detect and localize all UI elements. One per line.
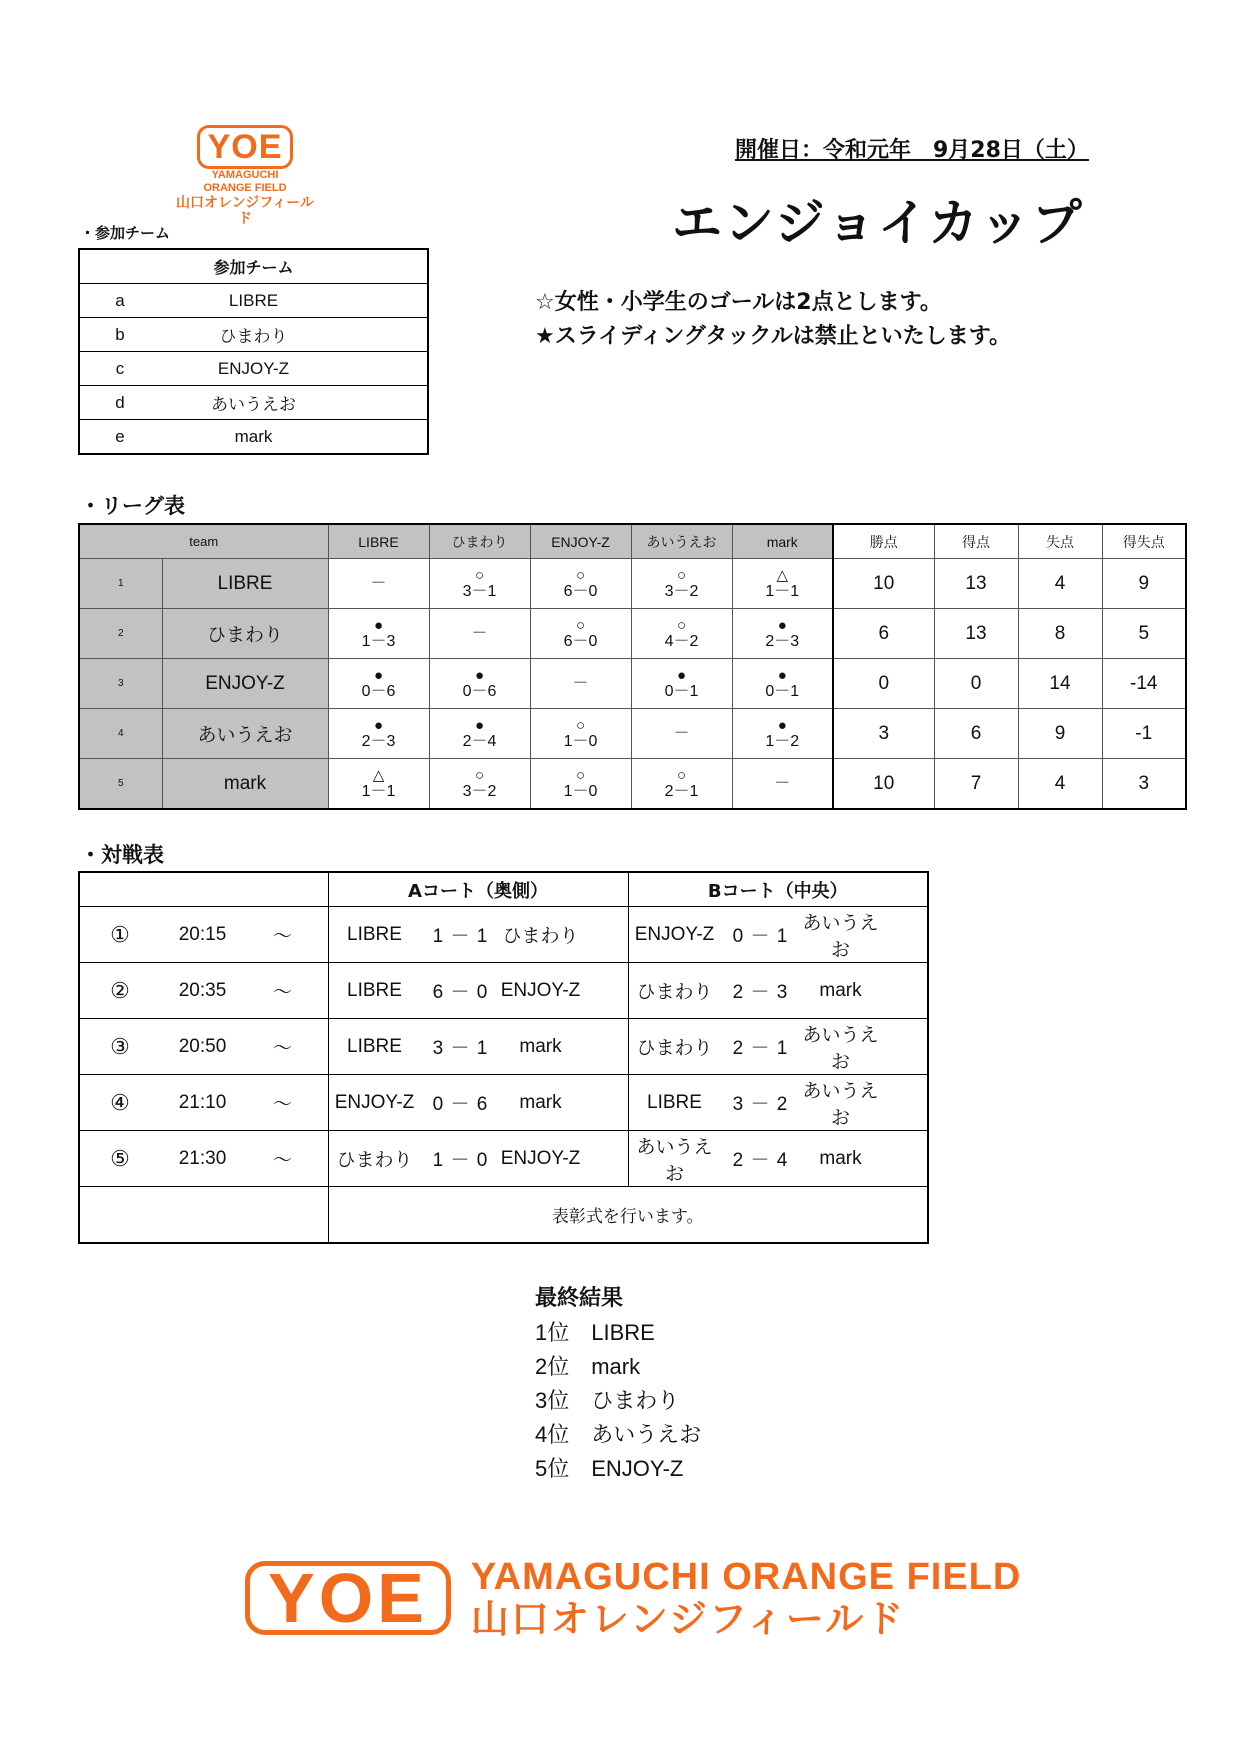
result-symbol: △ <box>372 766 385 784</box>
team-name: ひまわり <box>162 609 328 659</box>
match-result <box>631 559 732 609</box>
stat-goal-diff: 5 <box>1102 609 1186 659</box>
result-score: 3－2 <box>462 782 497 800</box>
stat-goal-diff: -1 <box>1102 709 1186 759</box>
stat-goals-against: 8 <box>1018 609 1102 659</box>
match-result <box>530 709 631 759</box>
match-result <box>732 609 833 659</box>
time-tilde: ～ <box>272 1150 292 1171</box>
teams-table <box>78 248 429 455</box>
footer-logo-badge: YOE <box>245 1561 451 1635</box>
home-team: LIBRE <box>347 923 402 945</box>
match-score: 2 － 1 <box>732 1038 789 1059</box>
match-score: 2 － 3 <box>732 982 789 1003</box>
match-result <box>631 709 732 759</box>
league-col-header: mark <box>732 524 833 559</box>
stat-goals-for: 13 <box>934 609 1018 659</box>
home-team: ひまわり <box>636 982 713 1003</box>
result-score: 2－4 <box>462 732 497 750</box>
stat-goal-diff: -14 <box>1102 659 1186 709</box>
match-result <box>429 759 530 810</box>
event-date: 開催日：令和元年 9月28日（土） <box>735 138 1089 163</box>
match-result <box>429 709 530 759</box>
team-name: ENJOY-Z <box>160 352 428 386</box>
team-key: b <box>79 318 160 352</box>
match-result <box>530 759 631 810</box>
league-col-header: LIBRE <box>328 524 429 559</box>
home-team: ENJOY-Z <box>334 1091 415 1113</box>
result-symbol: ● <box>777 616 787 634</box>
team-name: ひまわり <box>160 318 428 352</box>
away-team: あいうえお <box>802 1080 879 1129</box>
match-number: ② <box>110 977 130 1003</box>
league-row <box>79 559 1186 609</box>
rule-note: ★スライディングタックルは禁止といたします。 <box>535 324 1012 349</box>
stat-goals-against: 9 <box>1018 709 1102 759</box>
match-result <box>328 709 429 759</box>
court-a-header: Aコート（奥側） <box>328 872 628 907</box>
team-name: LIBRE <box>162 559 328 609</box>
match-result <box>732 759 833 810</box>
match-result <box>530 659 631 709</box>
result-score: 0－6 <box>361 682 396 700</box>
match-row <box>79 1075 928 1131</box>
match-number: ④ <box>110 1089 130 1115</box>
team-row <box>79 352 428 386</box>
result-score: 3－2 <box>664 582 699 600</box>
stat-goals-against: 4 <box>1018 759 1102 810</box>
stat-goals-for: 6 <box>934 709 1018 759</box>
team-key: e <box>79 420 160 455</box>
match-result <box>732 659 833 709</box>
league-team-header: team <box>79 524 328 559</box>
final-rank: 3位 ひまわり <box>535 1388 680 1413</box>
league-row <box>79 609 1186 659</box>
final-rank: 4位 あいうえお <box>535 1422 702 1447</box>
result-symbol: ● <box>777 716 787 734</box>
stat-goal-diff: 9 <box>1102 559 1186 609</box>
final-results-heading: 最終結果 <box>535 1286 624 1311</box>
stat-points: 6 <box>833 609 934 659</box>
final-rank: 2位 mark <box>535 1354 641 1379</box>
stat-goals-for: 13 <box>934 559 1018 609</box>
match-score: 1 － 1 <box>432 926 489 947</box>
result-symbol: ○ <box>676 616 687 634</box>
match-result <box>732 559 833 609</box>
match-result <box>429 659 530 709</box>
team-name: LIBRE <box>160 284 428 318</box>
league-col-header: ENJOY-Z <box>530 524 631 559</box>
home-team: ひまわり <box>636 1038 713 1059</box>
match-score: 6 － 0 <box>432 982 489 1003</box>
stat-goals-against: 4 <box>1018 559 1102 609</box>
match-number: ① <box>110 921 130 947</box>
page-title: エンジョイカップ <box>672 194 1084 252</box>
team-name: あいうえお <box>160 386 428 420</box>
stat-points: 0 <box>833 659 934 709</box>
team-row <box>79 284 428 318</box>
stat-goal-diff: 3 <box>1102 759 1186 810</box>
away-team: ひまわり <box>502 926 579 947</box>
yoe-logo-small <box>170 125 320 227</box>
match-score: 0 － 6 <box>432 1094 489 1115</box>
logo-line-2: ORANGE FIELD <box>203 182 287 194</box>
home-team: ひまわり <box>336 1150 413 1171</box>
team-number: 3 <box>79 659 162 709</box>
result-symbol: ○ <box>474 766 485 784</box>
result-symbol: ○ <box>676 766 687 784</box>
team-name: mark <box>160 420 428 455</box>
team-number: 2 <box>79 609 162 659</box>
result-score: － <box>572 675 589 692</box>
schedule-table <box>78 871 929 1244</box>
match-result <box>328 609 429 659</box>
team-row <box>79 386 428 420</box>
team-row <box>79 420 428 455</box>
logo-line-1: YAMAGUCHI <box>211 169 279 181</box>
result-symbol: ● <box>474 716 485 734</box>
schedule-section-label: ・対戦表 <box>80 843 164 867</box>
result-symbol: ○ <box>474 566 485 584</box>
result-score: 6－0 <box>563 632 598 650</box>
match-score: 3 － 2 <box>732 1094 789 1115</box>
result-symbol: ○ <box>575 766 586 784</box>
league-col-header: ひまわり <box>429 524 530 559</box>
match-row <box>79 1131 928 1187</box>
league-col-header: あいうえお <box>631 524 732 559</box>
team-key: d <box>79 386 160 420</box>
court-b-header: Bコート（中央） <box>628 872 928 907</box>
teams-section-label: ・参加チーム <box>80 224 171 242</box>
logo-badge: YOE <box>197 125 294 169</box>
team-row <box>79 318 428 352</box>
result-symbol: ○ <box>575 566 586 584</box>
match-result <box>328 559 429 609</box>
away-team: mark <box>519 1035 562 1057</box>
match-result <box>631 609 732 659</box>
rules-notes <box>535 286 1011 354</box>
away-team: mark <box>519 1091 562 1113</box>
result-score: 3－1 <box>462 582 497 600</box>
final-rank: 1位 LIBRE <box>535 1320 655 1345</box>
result-score: 1－0 <box>563 732 598 750</box>
result-score: 2－3 <box>765 632 800 650</box>
logo-line-3: 山口オレンジフィールド <box>176 195 314 227</box>
match-score: 0 － 1 <box>732 926 789 947</box>
stat-goals-for: 0 <box>934 659 1018 709</box>
match-number: ③ <box>110 1033 130 1059</box>
result-score: 4－2 <box>664 632 699 650</box>
team-name: mark <box>162 759 328 810</box>
team-key: a <box>79 284 160 318</box>
match-time: 20:35 <box>178 979 227 1001</box>
time-tilde: ～ <box>272 982 292 1003</box>
time-tilde: ～ <box>272 1094 292 1115</box>
stat-header: 失点 <box>1018 524 1102 559</box>
result-score: 2－1 <box>664 782 699 800</box>
match-number: ⑤ <box>110 1145 130 1171</box>
away-team: あいうえお <box>802 912 879 961</box>
stat-header: 勝点 <box>833 524 934 559</box>
match-result <box>530 559 631 609</box>
home-team: LIBRE <box>647 1091 702 1113</box>
award-row <box>79 1187 928 1244</box>
award-ceremony-text: 表彰式を行います。 <box>328 1187 928 1244</box>
footer-logo-english: YAMAGUCHI ORANGE FIELD <box>470 1555 1022 1598</box>
match-time: 20:15 <box>178 923 227 945</box>
result-symbol: ○ <box>575 716 586 734</box>
away-team: mark <box>819 979 862 1001</box>
result-score: 1－0 <box>563 782 598 800</box>
away-team: あいうえお <box>802 1024 879 1073</box>
time-tilde: ～ <box>272 926 292 947</box>
result-symbol: ● <box>474 666 485 684</box>
result-symbol: ● <box>373 666 384 684</box>
team-number: 4 <box>79 709 162 759</box>
result-symbol: ● <box>373 616 384 634</box>
away-team: mark <box>819 1147 862 1169</box>
away-team: ENJOY-Z <box>500 1147 581 1169</box>
teams-table-header: 参加チーム <box>79 249 428 284</box>
schedule-corner <box>79 872 328 907</box>
match-result <box>631 759 732 810</box>
stat-points: 10 <box>833 559 934 609</box>
match-row <box>79 907 928 963</box>
league-section-label: ・リーグ表 <box>80 494 185 518</box>
final-rank: 5位 ENJOY-Z <box>535 1456 684 1481</box>
result-symbol: ○ <box>575 616 586 634</box>
league-row <box>79 759 1186 810</box>
result-score: 2－3 <box>361 732 396 750</box>
stat-goals-for: 7 <box>934 759 1018 810</box>
match-time: 21:30 <box>178 1147 227 1169</box>
result-symbol: ● <box>777 666 787 684</box>
time-tilde: ～ <box>272 1038 292 1059</box>
team-number: 5 <box>79 759 162 810</box>
home-team: ENJOY-Z <box>634 923 715 945</box>
match-row <box>79 963 928 1019</box>
match-row <box>79 1019 928 1075</box>
team-name: あいうえお <box>162 709 328 759</box>
final-results <box>535 1282 701 1486</box>
stat-points: 3 <box>833 709 934 759</box>
result-score: 1－2 <box>765 732 800 750</box>
stat-header: 得点 <box>934 524 1018 559</box>
yoe-logo-footer <box>245 1555 1021 1640</box>
team-name: ENJOY-Z <box>162 659 328 709</box>
match-score: 2 － 4 <box>732 1150 789 1171</box>
team-number: 1 <box>79 559 162 609</box>
stat-header: 得失点 <box>1102 524 1186 559</box>
result-score: － <box>471 625 488 642</box>
result-score: 1－3 <box>361 632 396 650</box>
rule-note: ☆女性・小学生のゴールは2点とします。 <box>535 290 942 315</box>
award-blank <box>79 1187 328 1244</box>
result-symbol: ○ <box>676 566 687 584</box>
result-symbol: ● <box>373 716 384 734</box>
match-time: 21:10 <box>178 1091 227 1113</box>
stat-points: 10 <box>833 759 934 810</box>
result-symbol: ● <box>676 666 687 684</box>
match-score: 3 － 1 <box>432 1038 489 1059</box>
match-result <box>631 659 732 709</box>
match-result <box>732 709 833 759</box>
home-team: あいうえお <box>636 1136 713 1185</box>
match-time: 20:50 <box>178 1035 227 1057</box>
match-result <box>328 759 429 810</box>
result-score: － <box>774 775 791 792</box>
team-key: c <box>79 352 160 386</box>
league-table <box>78 523 1187 810</box>
stat-goals-against: 14 <box>1018 659 1102 709</box>
result-symbol: △ <box>776 566 789 584</box>
match-result <box>328 659 429 709</box>
result-score: 0－6 <box>462 682 497 700</box>
footer-logo-japanese: 山口オレンジフィールド <box>470 1596 906 1641</box>
result-score: 0－1 <box>664 682 699 700</box>
league-row <box>79 659 1186 709</box>
match-result <box>429 559 530 609</box>
home-team: LIBRE <box>347 1035 402 1057</box>
result-score: 1－1 <box>361 782 396 800</box>
result-score: － <box>673 725 690 742</box>
league-row <box>79 709 1186 759</box>
match-result <box>429 609 530 659</box>
result-score: 6－0 <box>563 582 598 600</box>
match-result <box>530 609 631 659</box>
away-team: ENJOY-Z <box>500 979 581 1001</box>
home-team: LIBRE <box>347 979 402 1001</box>
result-score: 0－1 <box>765 682 800 700</box>
match-score: 1 － 0 <box>432 1150 489 1171</box>
result-score: － <box>370 575 387 592</box>
result-score: 1－1 <box>765 582 800 600</box>
